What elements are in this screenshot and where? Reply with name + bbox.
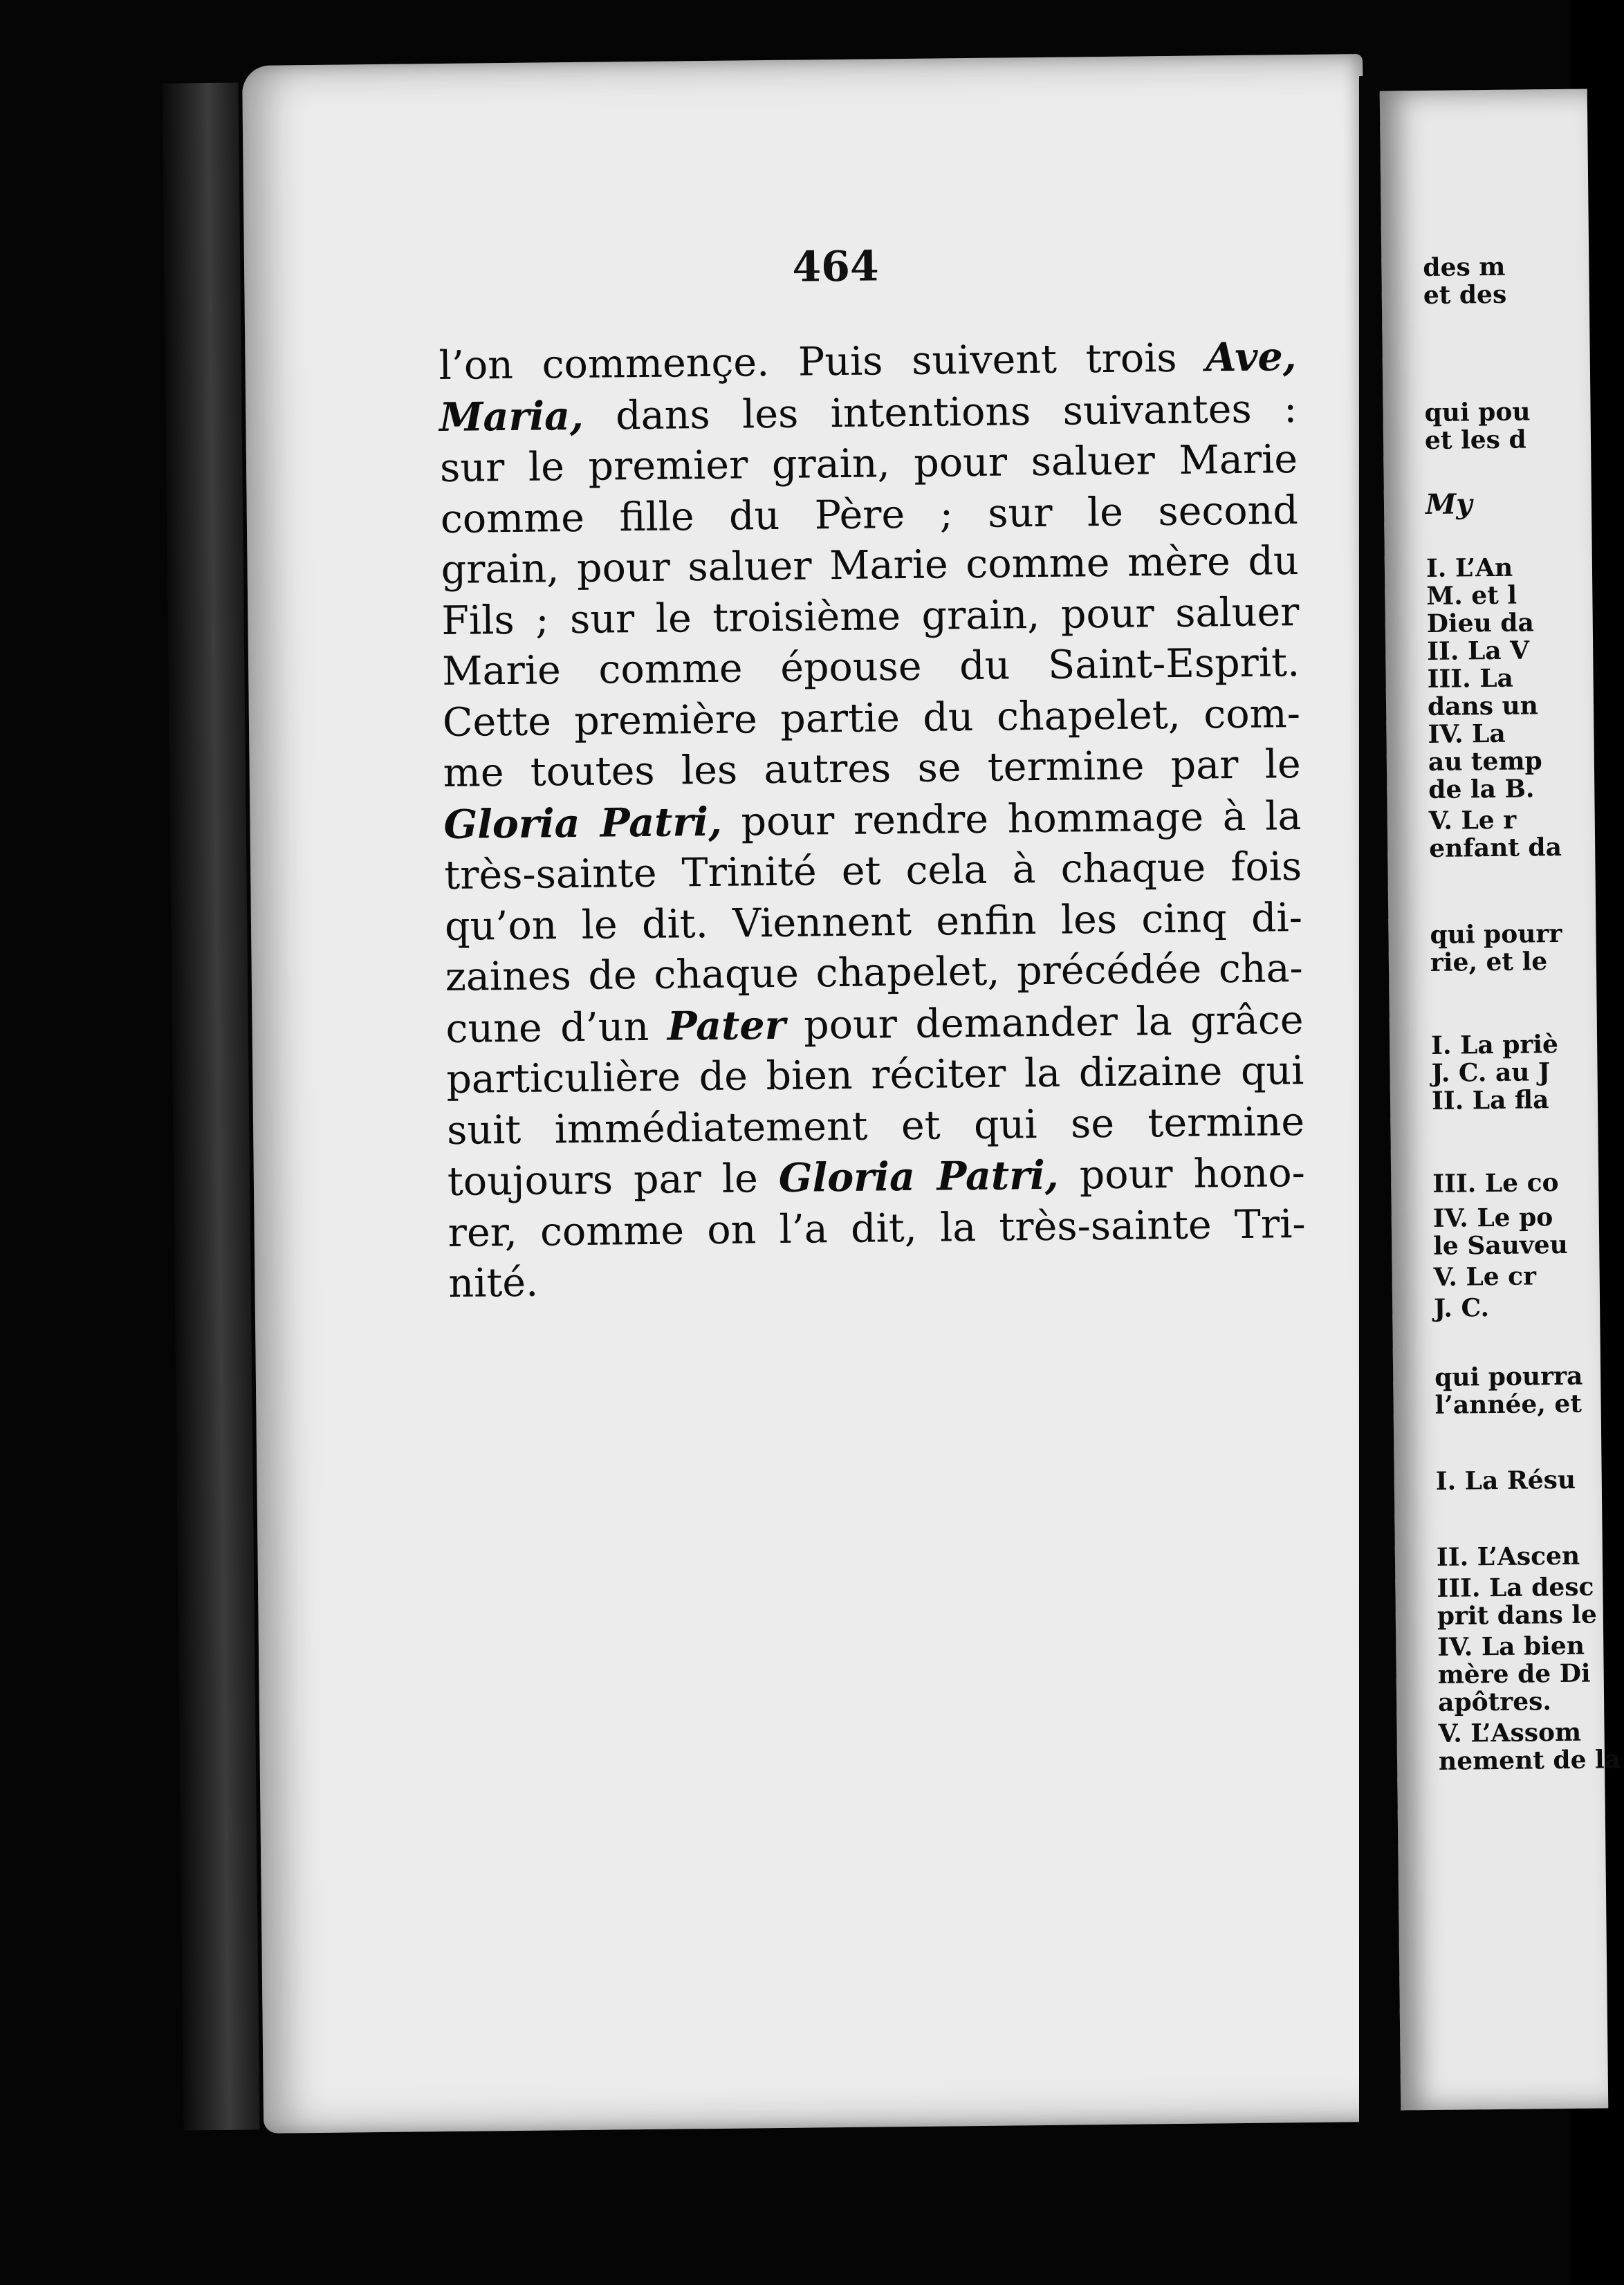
text-run: l’on commençe. Puis suivent trois	[439, 335, 1206, 389]
right-page-text-fragment: qui pourra	[1434, 1361, 1583, 1392]
right-page-text-fragment: l’année, et	[1434, 1389, 1583, 1420]
text-line	[447, 1199, 1306, 1258]
right-page-text-fragment: I. L’An	[1425, 553, 1513, 583]
right-page-text-fragment: I. La priè	[1430, 1030, 1559, 1060]
text-run: toujours par le	[447, 1155, 779, 1205]
right-page-text-fragment: enfant da	[1428, 832, 1562, 863]
right-page-text-fragment: II. L’Ascen	[1436, 1541, 1580, 1572]
right-page-edge	[1380, 89, 1621, 2111]
right-page-text-fragment: qui pourr	[1430, 918, 1562, 950]
text-line	[441, 536, 1299, 595]
text-line	[445, 943, 1303, 1003]
text-run: cune d’un	[445, 1003, 668, 1052]
right-page-text-fragment: IV. Le po	[1432, 1203, 1553, 1233]
text-line	[443, 790, 1302, 851]
text-line	[447, 1147, 1306, 1208]
text-line	[440, 434, 1298, 494]
right-page-text-fragment: III. La	[1427, 663, 1514, 694]
right-page-text-fragment: dans un	[1427, 691, 1539, 721]
text-line	[444, 842, 1302, 901]
right-page-text-fragment: III. Le co	[1432, 1168, 1559, 1199]
text-line	[443, 739, 1301, 799]
text-run: Marie comme épouse du Saint-Esprit.	[441, 640, 1300, 695]
text-line	[445, 995, 1304, 1055]
text-run: comme fille du Père ; sur le second	[440, 487, 1299, 542]
italic-text: Gloria Patri,	[443, 798, 723, 848]
right-page-text-fragment: II. La fla	[1431, 1085, 1549, 1116]
text-run: suit immédiatement et qui se termine	[446, 1098, 1305, 1154]
right-page-text-fragment: apôtres.	[1437, 1687, 1552, 1717]
italic-text: Ave,	[1205, 333, 1297, 381]
right-page-text-fragment: et les d	[1424, 425, 1526, 455]
page-body-text	[439, 331, 1307, 1309]
right-page-text-fragment: qui pou	[1424, 397, 1531, 427]
right-page-text-fragment: des m	[1423, 252, 1506, 283]
text-run: grain, pour saluer Marie comme mère du	[441, 538, 1299, 593]
page-number: 464	[792, 242, 880, 292]
text-line	[446, 1046, 1304, 1105]
right-page-text-fragment: Dieu da	[1426, 608, 1535, 638]
text-run: pour hono-	[1058, 1149, 1306, 1199]
text-run: très-sainte Trinité et cela à chaque fois	[443, 844, 1302, 899]
italic-text: Maria,	[439, 392, 584, 441]
text-line	[439, 383, 1298, 443]
right-page-text-fragment: nement de la	[1438, 1745, 1621, 1776]
text-run: pour rendre hommage à la	[721, 793, 1302, 845]
right-page-text-fragment: prit dans le	[1437, 1600, 1598, 1631]
right-page-text-fragment: de la B.	[1428, 774, 1535, 804]
right-page-text-fragment: V. L’Assom	[1438, 1717, 1582, 1748]
text-run: Cette première partie du chapelet, com-	[442, 690, 1301, 746]
right-page-text-fragment: rie, et le	[1430, 947, 1548, 977]
text-line	[442, 638, 1300, 697]
text-run: sur le premier grain, pour saluer Marie	[439, 436, 1298, 492]
right-page-text-fragment: IV. La bien	[1437, 1631, 1585, 1662]
text-run: me toutes les autres se termine par le	[443, 741, 1302, 797]
right-page-text-fragment: IV. La	[1428, 719, 1506, 749]
right-page-text-fragment: M. et l	[1426, 580, 1517, 611]
text-run: pour demander la grâce	[785, 997, 1304, 1048]
show-through-text	[463, 1355, 1336, 1415]
right-page-text-fragment: I. La Résu	[1435, 1465, 1576, 1496]
text-line	[441, 485, 1299, 545]
right-page-text-fragment: le Sauveu	[1432, 1230, 1569, 1261]
right-page-text-fragment: V. Le cr	[1433, 1261, 1537, 1292]
right-page-text-fragment: V. Le r	[1428, 805, 1517, 835]
text-line	[448, 1250, 1307, 1309]
text-line	[443, 689, 1301, 748]
italic-text: Pater	[667, 1001, 786, 1050]
text-run: qu’on le dit. Viennent enfin les cinq di-	[444, 894, 1303, 950]
text-line	[445, 893, 1303, 952]
text-run: rer, comme on l’a dit, la très-sainte Tri-	[447, 1201, 1306, 1256]
right-page-text-fragment: J. C. au J	[1431, 1057, 1551, 1088]
right-page-text-fragment: My	[1425, 488, 1473, 521]
right-page-text-fragment: mère de Di	[1437, 1658, 1591, 1690]
text-run: dans les intentions suivantes :	[583, 385, 1298, 439]
text-run: Fils ; sur le troisième grain, pour saluer	[441, 589, 1300, 644]
text-line	[439, 331, 1297, 391]
text-run: zaines de chaque chapelet, précédée cha-	[445, 945, 1304, 1000]
left-page	[242, 54, 1384, 2134]
right-page-text-fragment: J. C.	[1433, 1293, 1490, 1323]
right-page-text-fragment: II. La V	[1426, 636, 1530, 666]
right-page-text-fragment: III. La desc	[1437, 1572, 1594, 1603]
italic-text: Gloria Patri,	[778, 1151, 1060, 1201]
right-page-text-fragment: et des	[1423, 279, 1507, 311]
text-line	[441, 587, 1300, 647]
text-line	[447, 1097, 1305, 1156]
text-run: nité.	[448, 1259, 539, 1306]
right-page-text-fragment: au temp	[1428, 746, 1542, 777]
text-run: particulière de bien réciter la dizaine qui	[446, 1048, 1304, 1102]
